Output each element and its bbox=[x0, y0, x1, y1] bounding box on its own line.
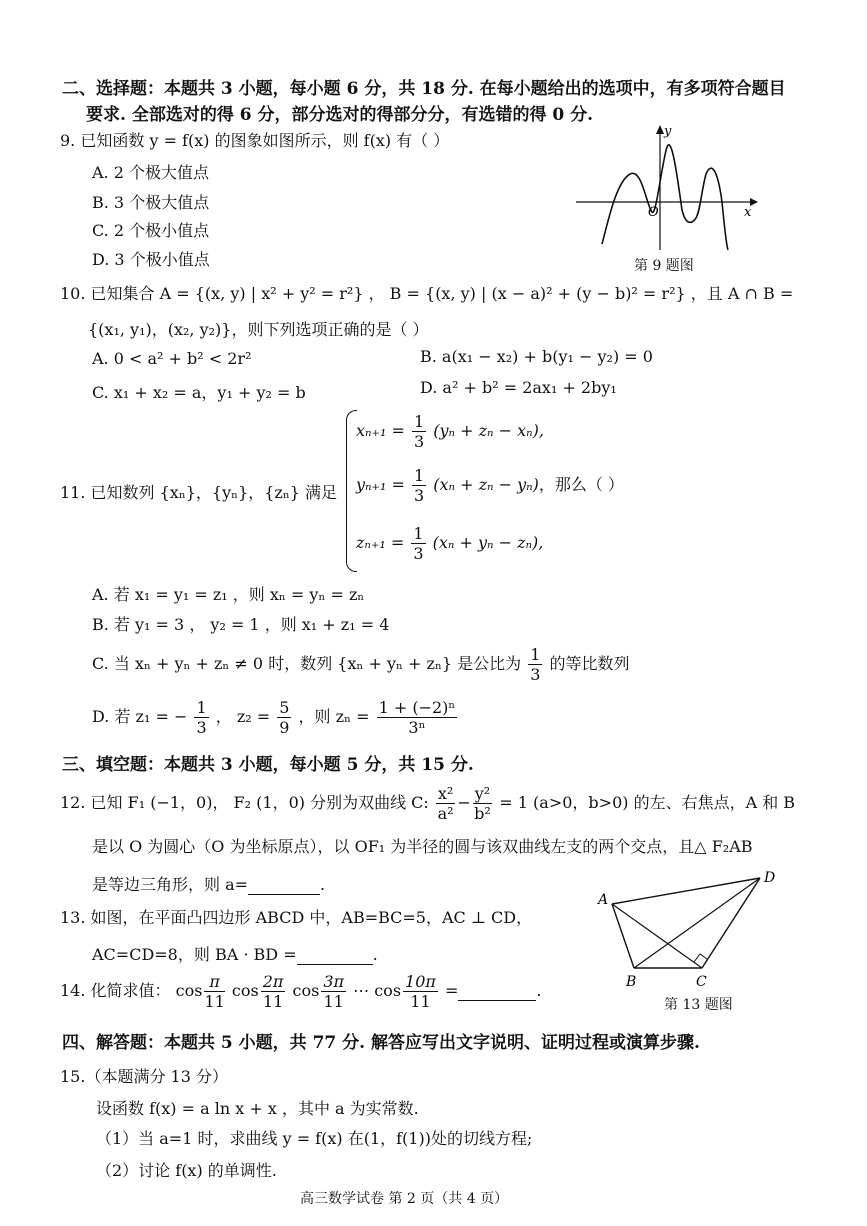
q10-option-c: C. x₁ + x₂ = a，y₁ + y₂ = b bbox=[92, 383, 306, 402]
eq2-rhs: (xₙ + zₙ − yₙ) bbox=[433, 475, 539, 494]
section-2-heading-line2: 要求. 全部选对的得 6 分，部分选对的得部分分，有选错的得 0 分. bbox=[86, 105, 594, 125]
segment-ad bbox=[612, 878, 760, 904]
page-footer: 高三数学试卷 第 2 页（共 4 页） bbox=[300, 1191, 509, 1207]
fraction: $\frac{1}{3}$ bbox=[196, 698, 207, 737]
q15-part-2: （2）讨论 f(x) 的单调性. bbox=[96, 1161, 277, 1180]
q15-heading: 15.（本题满分 13 分） bbox=[60, 1067, 228, 1086]
q9-option-b: B. 3 个极大值点 bbox=[92, 193, 210, 212]
q11-lead: 11. 已知数列 {xₙ}，{yₙ}，{zₙ} 满足 bbox=[60, 483, 338, 502]
right-angle-mark bbox=[694, 954, 707, 962]
fraction: $\frac{1}{3}$ bbox=[413, 466, 425, 505]
q11-equation-3 bbox=[356, 524, 543, 563]
q13-answer-blank[interactable] bbox=[297, 945, 373, 965]
fraction: $\frac{1}{3}$ bbox=[530, 645, 541, 684]
segment-ab bbox=[612, 904, 634, 968]
q10-option-b: B. a(x₁ − x₂) + b(y₁ − y₂) = 0 bbox=[420, 347, 653, 366]
q12-line1: 12. 已知 F₁ (−1，0)， F₂ (1，0) 分别为双曲线 C: $\frac{\text{x²}}{\text{a²}}$ − $\frac{\text{y²}}{\text{b²}}$ = 1 (a>0，b>0) 的左、右焦点，A 和 B bbox=[60, 784, 796, 823]
diagonal-bd bbox=[634, 878, 760, 968]
q11-option-d: D. 若 z₁ = − $\frac{1}{3}$ ， z₂ = $\frac{5}{9}$ ，则 zₙ = $\frac{\text{1 + (−2)ⁿ}}{\text{3ⁿ}}$ bbox=[92, 698, 456, 737]
section-4-heading: 四、解答题：本题共 5 小题，共 77 分. 解答应写出文字说明、证明过程或演算步骤. bbox=[62, 1033, 700, 1053]
q9-option-c: C. 2 个极小值点 bbox=[92, 221, 210, 240]
eq2-lhs: yₙ₊₁ = bbox=[356, 475, 405, 494]
q14-expression: 14. 化简求值： cos $\frac{\pi}{11}$ cos $\frac{2\pi}{11}$ cos $\frac{3\pi}{11}$ ⋯ cos $\frac{10\pi}{11}$ = . bbox=[60, 972, 542, 1011]
label-a: A bbox=[598, 892, 609, 908]
x-axis-label: x bbox=[744, 205, 752, 220]
eq3-rhs: (xₙ + yₙ − zₙ), bbox=[432, 533, 544, 552]
q12-answer-blank[interactable] bbox=[248, 875, 320, 895]
q13-quadrilateral-figure bbox=[590, 864, 790, 992]
q11-equation-1 bbox=[356, 412, 544, 451]
fraction: $\frac{5}{9}$ bbox=[279, 698, 290, 737]
q11-option-c: C. 当 xₙ + yₙ + zₙ ≠ 0 时，数列 {xₙ + yₙ + zₙ} 是公比为 $\frac{1}{3}$ 的等比数列 bbox=[92, 645, 630, 684]
fraction: $\frac{2\pi}{11}$ bbox=[262, 972, 284, 1011]
q9-option-a: A. 2 个极大值点 bbox=[92, 163, 209, 182]
q9-stem: 9. 已知函数 y = f(x) 的图象如图所示，则 f(x) 有（ ） bbox=[60, 131, 450, 150]
eq1-rhs: (yₙ + zₙ − xₙ), bbox=[433, 421, 544, 440]
diagonal-ac bbox=[612, 904, 702, 968]
q11-option-a: A. 若 x₁ = y₁ = z₁ ，则 xₙ = yₙ = zₙ bbox=[92, 585, 365, 604]
q11-option-b: B. 若 y₁ = 3 ， y₂ = 1 ，则 x₁ + z₁ = 4 bbox=[92, 615, 390, 634]
fraction: $\frac{1}{3}$ bbox=[413, 524, 424, 563]
q11-equation-2 bbox=[356, 466, 624, 505]
q10-option-d: D. a² + b² = 2ax₁ + 2by₁ bbox=[420, 378, 617, 397]
eq3-lhs: zₙ₊₁ = bbox=[356, 533, 405, 552]
label-b: B bbox=[626, 974, 637, 990]
fraction: $\frac{\text{y²}}{\text{b²}}$ bbox=[474, 784, 491, 823]
zn-fraction: $\frac{\text{1 + (−2)ⁿ}}{\text{3ⁿ}}$ bbox=[378, 698, 456, 737]
q9-figure-caption: 第 9 题图 bbox=[634, 258, 694, 274]
fraction: $\frac{\text{x²}}{\text{a²}}$ bbox=[437, 784, 454, 823]
segment-cd bbox=[702, 878, 760, 968]
eq1-lhs: xₙ₊₁ = bbox=[356, 421, 405, 440]
label-d: D bbox=[764, 870, 776, 886]
section-3-heading: 三、填空题：本题共 3 小题，每小题 5 分，共 15 分. bbox=[62, 755, 474, 775]
y-axis-label: y bbox=[664, 124, 672, 139]
fraction: $\frac{3\pi}{11}$ bbox=[323, 972, 345, 1011]
function-curve bbox=[602, 145, 728, 250]
q15-stem: 设函数 f(x) = a ln x + x ，其中 a 为实常数. bbox=[96, 1099, 419, 1118]
fraction: $\frac{10\pi}{11}$ bbox=[405, 972, 436, 1011]
y-axis-arrow-icon bbox=[656, 125, 664, 134]
q9-option-d: D. 3 个极小值点 bbox=[92, 250, 210, 269]
fraction: $\frac{1}{3}$ bbox=[413, 412, 425, 451]
q11-tail: ，那么（ ） bbox=[538, 475, 624, 494]
q12-line2: 是以 O 为圆心（O 为坐标原点），以 OF₁ 为半径的圆与该双曲线左支的两个交点，且△ F₂AB bbox=[92, 837, 753, 856]
section-2-heading-line1: 二、选择题：本题共 3 小题，每小题 6 分，共 18 分. 在每小题给出的选项中，有多项符合题目 bbox=[62, 79, 786, 99]
q14-answer-blank[interactable] bbox=[458, 981, 536, 1001]
q10-line1: 10. 已知集合 A = {(x, y) | x² + y² = r²} ， B = {(x, y) | (x − a)² + (y − b)² = r²} ，且 A ∩ B = bbox=[60, 284, 794, 303]
q13-line2: AC=CD=8，则 BA · BD = . bbox=[92, 945, 378, 964]
q13-figure-caption: 第 13 题图 bbox=[664, 997, 733, 1013]
q10-line2: {(x₁, y₁)，(x₂, y₂)}，则下列选项正确的是（ ） bbox=[88, 320, 429, 339]
q12-line3: 是等边三角形，则 a= . bbox=[92, 875, 326, 894]
q15-part-1: （1）当 a=1 时，求曲线 y = f(x) 在(1，f(1))处的切线方程; bbox=[96, 1129, 533, 1148]
q9-function-graph bbox=[572, 122, 762, 252]
label-c: C bbox=[696, 974, 707, 990]
q10-option-a: A. 0 < a² + b² < 2r² bbox=[92, 349, 252, 368]
origin-label: O bbox=[648, 205, 659, 220]
fraction: $\frac{\pi}{11}$ bbox=[204, 972, 225, 1011]
q13-line1: 13. 如图，在平面凸四边形 ABCD 中，AB=BC=5，AC ⊥ CD， bbox=[60, 908, 533, 927]
